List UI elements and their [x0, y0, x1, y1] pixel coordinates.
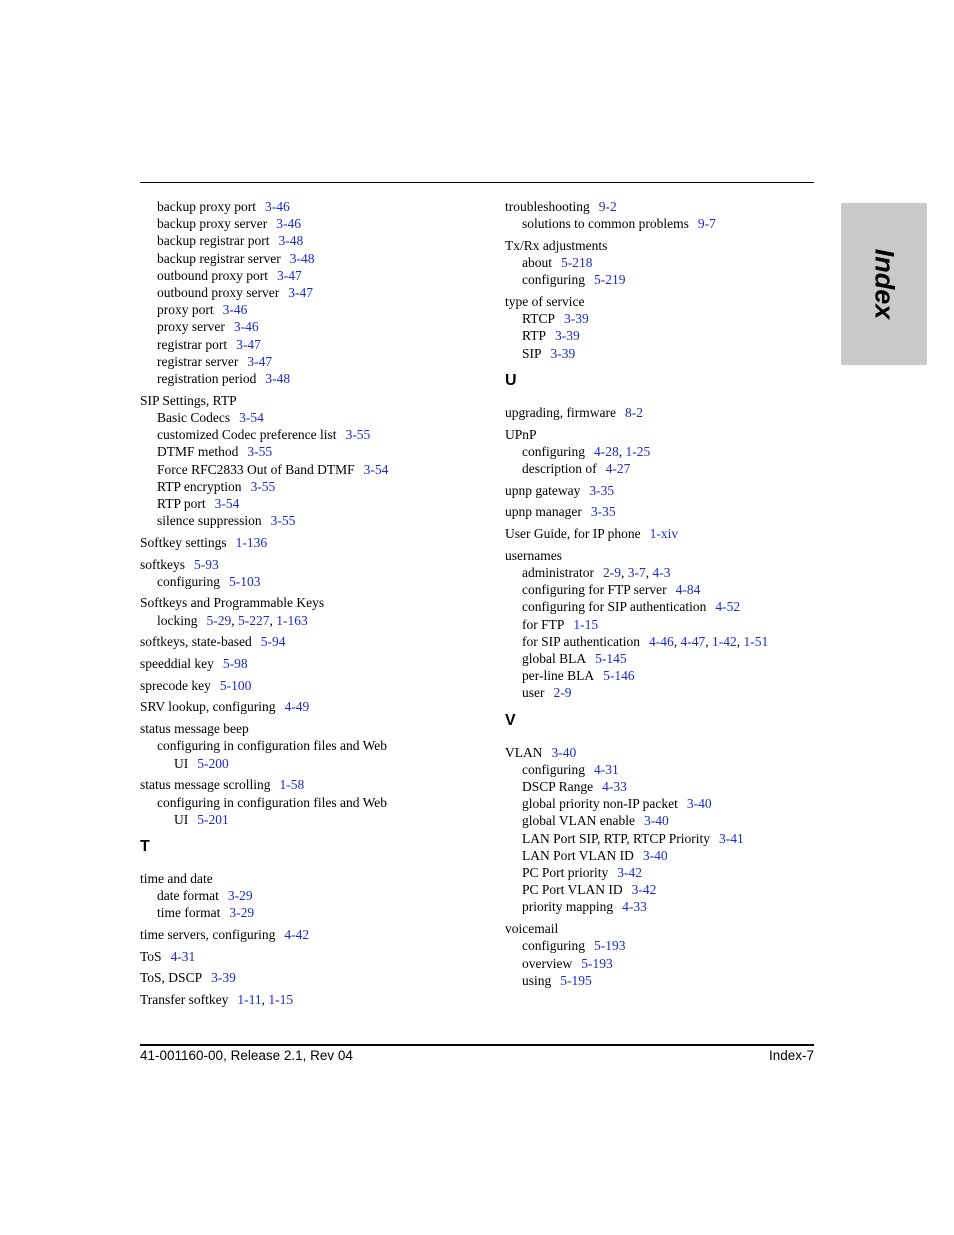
index-column-left: [140, 198, 490, 1013]
index-line: [505, 293, 825, 310]
page-reference-link[interactable]: 1-11: [237, 992, 262, 1008]
page-reference-link[interactable]: 5-29: [206, 612, 232, 628]
index-term: backup registrar server: [157, 250, 281, 266]
index-term: global priority non-IP packet: [522, 796, 678, 812]
index-line: [140, 198, 490, 215]
index-term: upnp gateway: [505, 482, 581, 498]
page-reference-link[interactable]: 3-47: [288, 285, 313, 301]
page-reference-link[interactable]: 3-46: [222, 302, 248, 318]
page-reference-link[interactable]: 5-145: [595, 650, 627, 666]
page-reference-link[interactable]: 4-33: [602, 778, 627, 794]
index-term: LAN Port SIP, RTP, RTCP Priority: [522, 830, 711, 846]
index-line: locking 5-29, 5-227, 1-163: [157, 612, 308, 628]
index-entry: [140, 677, 490, 694]
footer-page-number: Index-7: [768, 1048, 814, 1063]
page-reference-link[interactable]: 5-146: [603, 668, 635, 684]
index-line: [140, 318, 490, 335]
index-line: [505, 881, 825, 898]
index-line: [505, 215, 825, 232]
index-term: softkeys, state-based: [140, 634, 252, 650]
index-entry: [505, 426, 825, 478]
page-reference-link[interactable]: 4-49: [284, 699, 310, 715]
index-column-right: [505, 198, 825, 993]
page-reference-link[interactable]: 3-29: [229, 905, 255, 921]
index-line: [140, 443, 490, 460]
page-reference-link[interactable]: 1-163: [276, 612, 308, 628]
index-term: DTMF method: [157, 444, 239, 460]
index-line: [140, 573, 490, 590]
header-rule: [140, 182, 814, 183]
index-line: [140, 633, 490, 650]
index-term: status message scrolling: [140, 777, 271, 793]
page-reference-link[interactable]: 4-46: [648, 633, 674, 649]
index-line: [505, 744, 825, 761]
page-reference-link[interactable]: 9-2: [598, 199, 617, 214]
index-term: PC Port priority: [522, 865, 609, 880]
index-line: [140, 267, 490, 284]
index-entry: [140, 633, 490, 650]
index-line: [505, 847, 825, 864]
page-reference-link[interactable]: 3-40: [686, 796, 712, 812]
index-entry: [505, 525, 825, 542]
index-term: for SIP authentication: [522, 633, 640, 649]
page-reference-link[interactable]: 3-54: [214, 495, 240, 511]
index-term: configuring: [522, 443, 585, 459]
page-reference-link[interactable]: 3-39: [550, 345, 576, 361]
index-term: speeddial key: [140, 656, 214, 672]
index-line: [505, 404, 825, 421]
index-entry: [140, 534, 490, 551]
index-line: [140, 926, 490, 943]
index-term: priority mapping: [522, 899, 614, 915]
index-term: UI: [174, 811, 189, 827]
index-line: [140, 948, 490, 965]
page-reference-link[interactable]: 3-55: [250, 478, 276, 494]
index-term: RTCP: [522, 311, 555, 327]
index-term: proxy port: [157, 302, 214, 318]
index-entry: [140, 870, 490, 922]
page-reference-link[interactable]: 3-40: [642, 847, 668, 863]
index-term: customized Codec preference list: [157, 427, 337, 443]
index-term: global BLA: [522, 650, 587, 666]
page-reference-link[interactable]: 8-2: [624, 404, 643, 420]
index-term: type of service: [505, 294, 585, 310]
index-term: RTP encryption: [157, 478, 242, 494]
page-reference-link[interactable]: 4-3: [652, 564, 671, 580]
index-line: [140, 284, 490, 301]
index-term: using: [522, 972, 552, 988]
index-term: backup registrar port: [157, 233, 270, 249]
index-term: User Guide, for IP phone: [505, 526, 641, 542]
page-reference-link[interactable]: 3-35: [590, 504, 616, 520]
index-term: configuring: [157, 573, 220, 589]
page-reference-link[interactable]: 3-55: [247, 444, 273, 460]
index-entry: [140, 698, 490, 715]
index-line: [140, 698, 490, 715]
index-term: configuring for SIP authentication: [522, 599, 707, 615]
index-line: [505, 761, 825, 778]
index-entry: [505, 293, 825, 362]
index-entry: [505, 404, 825, 421]
index-line: [140, 409, 490, 426]
index-term: DSCP Range: [522, 778, 594, 794]
page-reference-link[interactable]: 3-47: [236, 336, 261, 352]
index-term: configuring: [522, 272, 585, 288]
page-reference-link[interactable]: 3-42: [617, 865, 643, 880]
index-entry: [140, 776, 490, 828]
index-line: [140, 478, 490, 495]
index-line: [140, 811, 490, 828]
page-reference-link[interactable]: 5-201: [197, 811, 229, 827]
page-reference-link[interactable]: 3-54: [239, 409, 264, 425]
index-line: [140, 720, 490, 737]
page-reference-link[interactable]: 3-39: [554, 328, 580, 344]
index-line: [505, 525, 825, 542]
page-reference-link[interactable]: 2-9: [553, 685, 572, 701]
page-reference-link[interactable]: 4-42: [284, 927, 310, 943]
page-reference-link[interactable]: 9-7: [697, 216, 716, 232]
footer-doc-id: 41-001160-00, Release 2.1, Rev 04: [140, 1048, 353, 1063]
index-entry: [140, 392, 490, 530]
index-line: [505, 864, 825, 881]
index-entry: [140, 926, 490, 943]
side-tab-label: Index: [869, 248, 900, 320]
index-term: Softkey settings: [140, 534, 227, 550]
page-reference-link[interactable]: 4-52: [715, 599, 741, 615]
index-line: [505, 830, 825, 847]
index-term: Softkeys and Programmable Keys: [140, 595, 325, 611]
index-line: [140, 655, 490, 672]
index-line: [505, 778, 825, 795]
index-term: ToS, DSCP: [140, 970, 203, 986]
index-line: [140, 461, 490, 478]
page-reference-link[interactable]: 5-195: [560, 972, 592, 988]
footer-rule: [140, 1044, 814, 1046]
page-reference-link[interactable]: 4-84: [675, 582, 701, 598]
index-line: [140, 887, 490, 904]
index-line: [140, 495, 490, 512]
index-entry: [140, 198, 490, 387]
index-line: [505, 460, 825, 477]
index-line: [140, 677, 490, 694]
index-term: time format: [157, 905, 221, 921]
index-line: [505, 812, 825, 829]
index-term: backup proxy port: [157, 199, 256, 214]
index-term: backup proxy server: [157, 216, 268, 232]
page-reference-link[interactable]: 3-47: [277, 267, 302, 283]
page-reference-link[interactable]: 3-42: [631, 882, 657, 898]
index-term: per-line BLA: [522, 668, 595, 684]
index-line: [505, 271, 825, 288]
page-reference-link[interactable]: 1-42: [711, 633, 737, 649]
page-reference-link[interactable]: 3-35: [589, 482, 615, 498]
page-reference-link[interactable]: 5-98: [222, 656, 248, 672]
page-reference-link[interactable]: 3-39: [211, 970, 236, 986]
index-line: [140, 336, 490, 353]
index-line: [505, 198, 825, 215]
page-reference-link[interactable]: 3-40: [551, 744, 577, 760]
page-reference-link[interactable]: 5-193: [581, 955, 613, 971]
index-entry: [505, 237, 825, 289]
index-line: [140, 904, 490, 921]
index-line: [505, 503, 825, 520]
index-line: [505, 327, 825, 344]
index-term: voicemail: [505, 921, 559, 937]
index-line: [505, 667, 825, 684]
index-term: global VLAN enable: [522, 813, 635, 829]
page-reference-link[interactable]: 3-39: [563, 311, 589, 327]
index-term: outbound proxy port: [157, 267, 268, 283]
index-line: [140, 353, 490, 370]
index-line: [140, 392, 490, 409]
index-line: [140, 512, 490, 529]
page-reference-link[interactable]: 4-33: [622, 899, 647, 915]
page-reference-link[interactable]: 3-41: [719, 830, 744, 846]
index-entry: [505, 920, 825, 989]
index-line: [505, 898, 825, 915]
page-reference-link[interactable]: 5-103: [229, 573, 261, 589]
index-term: configuring: [522, 938, 585, 954]
index-term: usernames: [505, 547, 562, 563]
page-reference-link[interactable]: 4-31: [170, 948, 196, 964]
page-reference-link[interactable]: 3-55: [270, 513, 296, 529]
page-reference-link[interactable]: 2-9: [602, 564, 621, 580]
index-term: SIP: [522, 345, 542, 361]
index-term: upnp manager: [505, 504, 582, 520]
index-term: time servers, configuring: [140, 927, 276, 943]
page-reference-link[interactable]: 3-48: [265, 371, 291, 387]
page-reference-link[interactable]: 3-46: [276, 216, 301, 232]
index-term: Transfer softkey: [140, 992, 229, 1008]
page-reference-link[interactable]: 1-xiv: [649, 526, 679, 542]
index-term: locking: [157, 612, 198, 628]
index-term: status message beep: [140, 721, 249, 737]
page-reference-link[interactable]: 4-31: [594, 761, 619, 777]
index-line: [505, 650, 825, 667]
index-line: [140, 232, 490, 249]
page-reference-link[interactable]: 5-200: [197, 755, 229, 771]
index-term: time and date: [140, 870, 213, 886]
index-line: [140, 556, 490, 573]
index-term: SRV lookup, configuring: [140, 699, 276, 715]
page-reference-link[interactable]: 3-48: [278, 233, 304, 249]
index-line: [505, 616, 825, 633]
page-reference-link[interactable]: 1-15: [573, 616, 599, 632]
page-reference-link[interactable]: 1-15: [268, 992, 294, 1008]
index-line: [505, 310, 825, 327]
page-reference-link[interactable]: 5-100: [219, 677, 252, 693]
index-term: UPnP: [505, 426, 537, 442]
index-line: [505, 547, 825, 564]
page-reference-link[interactable]: 1-136: [235, 534, 268, 550]
index-term: registrar port: [157, 336, 228, 352]
index-term: description of: [522, 460, 597, 476]
page-reference-link[interactable]: 3-46: [233, 319, 259, 335]
index-term: overview: [522, 955, 573, 971]
index-entry: [505, 547, 825, 702]
page-reference-link[interactable]: 3-47: [247, 353, 273, 369]
page-reference-link[interactable]: 3-46: [264, 199, 290, 214]
index-letter-heading: T: [140, 837, 150, 855]
index-line: [505, 482, 825, 499]
page-reference-link[interactable]: 1-25: [625, 443, 651, 459]
index-line: [140, 755, 490, 772]
index-entry: [140, 991, 490, 1008]
page-reference-link[interactable]: 5-227: [238, 612, 270, 628]
index-line: [505, 254, 825, 271]
index-line: [140, 250, 490, 267]
index-term: for FTP: [522, 616, 565, 632]
index-term: configuring for FTP server: [522, 582, 667, 598]
index-term: outbound proxy server: [157, 285, 280, 301]
page-reference-link[interactable]: 3-29: [227, 888, 253, 904]
page-reference-link[interactable]: 5-193: [594, 938, 626, 954]
index-line: administrator 2-9, 3-7, 4-3: [522, 564, 671, 580]
page-reference-link[interactable]: 4-27: [605, 460, 631, 476]
index-term: administrator: [522, 564, 594, 580]
index-entry: [505, 198, 825, 232]
index-line: [505, 581, 825, 598]
index-term: silence suppression: [157, 513, 262, 529]
index-term: ToS: [140, 948, 162, 964]
index-term: upgrading, firmware: [505, 404, 616, 420]
page-reference-link[interactable]: 5-219: [594, 272, 626, 288]
index-line: [140, 969, 490, 986]
page-reference-link[interactable]: 3-54: [363, 461, 389, 477]
page-reference-link[interactable]: 5-93: [194, 556, 219, 572]
index-term: Tx/Rx adjustments: [505, 237, 608, 253]
index-letter-heading: V: [505, 711, 516, 729]
page-reference-link[interactable]: 4-28: [594, 443, 619, 459]
page-reference-link[interactable]: 5-218: [561, 255, 593, 271]
index-term: VLAN: [505, 744, 543, 760]
index-line: [505, 937, 825, 954]
index-line: Transfer softkey 1-11, 1-15: [140, 992, 294, 1008]
index-term: about: [522, 255, 552, 271]
page-reference-link[interactable]: 3-55: [345, 427, 371, 443]
index-term: proxy server: [157, 319, 225, 335]
index-line: [140, 534, 490, 551]
index-term: date format: [157, 888, 219, 904]
index-entry: [140, 655, 490, 672]
index-line: [140, 301, 490, 318]
index-term: sprecode key: [140, 677, 211, 693]
index-term: registration period: [157, 371, 257, 387]
index-line: [140, 737, 490, 754]
index-line: [505, 955, 825, 972]
index-line: [140, 594, 490, 611]
index-term: PC Port VLAN ID: [522, 882, 623, 898]
page-reference-link[interactable]: 5-94: [260, 634, 286, 650]
page-reference-link[interactable]: 3-48: [289, 250, 315, 266]
index-term: UI: [174, 755, 189, 771]
index-line: [505, 684, 825, 701]
index-line: [140, 870, 490, 887]
index-line: [505, 345, 825, 362]
index-line: [505, 972, 825, 989]
index-term: configuring: [522, 761, 585, 777]
page-reference-link[interactable]: 3-40: [643, 813, 669, 829]
page-reference-link[interactable]: 1-51: [743, 633, 769, 649]
index-line: [505, 920, 825, 937]
index-entry: [140, 969, 490, 986]
index-term: solutions to common problems: [522, 216, 689, 232]
index-entry: [140, 948, 490, 965]
index-entry: [505, 744, 825, 916]
page-reference-link[interactable]: 1-58: [279, 777, 305, 793]
index-term: troubleshooting: [505, 199, 590, 214]
index-line: [140, 215, 490, 232]
index-term: LAN Port VLAN ID: [522, 847, 634, 863]
index-line: [505, 237, 825, 254]
index-term: softkeys: [140, 556, 185, 572]
page-reference-link[interactable]: 3-7: [627, 564, 646, 580]
index-line: [140, 426, 490, 443]
index-line: [140, 776, 490, 793]
index-term: configuring in configuration files and Web: [157, 794, 387, 810]
index-entry: [140, 594, 490, 628]
index-line: [505, 598, 825, 615]
index-term: SIP Settings, RTP: [140, 392, 237, 408]
index-line: [505, 426, 825, 443]
index-line: [140, 794, 490, 811]
index-entry: [140, 556, 490, 590]
index-term: user: [522, 685, 545, 701]
index-entry: [140, 720, 490, 772]
index-term: RTP port: [157, 495, 206, 511]
index-term: RTP: [522, 328, 546, 344]
index-letter-heading: U: [505, 371, 517, 389]
index-term: configuring in configuration files and Web: [157, 738, 387, 754]
index-line: configuring 4-28, 1-25: [522, 443, 651, 459]
index-line: for SIP authentication 4-46, 4-47, 1-42, 1-51: [522, 633, 769, 649]
index-line: [505, 795, 825, 812]
page-reference-link[interactable]: 4-47: [680, 633, 706, 649]
index-term: registrar server: [157, 353, 239, 369]
index-entry: [505, 503, 825, 520]
index-side-tab: [841, 203, 927, 365]
index-term: Force RFC2833 Out of Band DTMF: [157, 461, 355, 477]
index-entry: [505, 482, 825, 499]
index-line: [140, 370, 490, 387]
index-term: Basic Codecs: [157, 409, 231, 425]
